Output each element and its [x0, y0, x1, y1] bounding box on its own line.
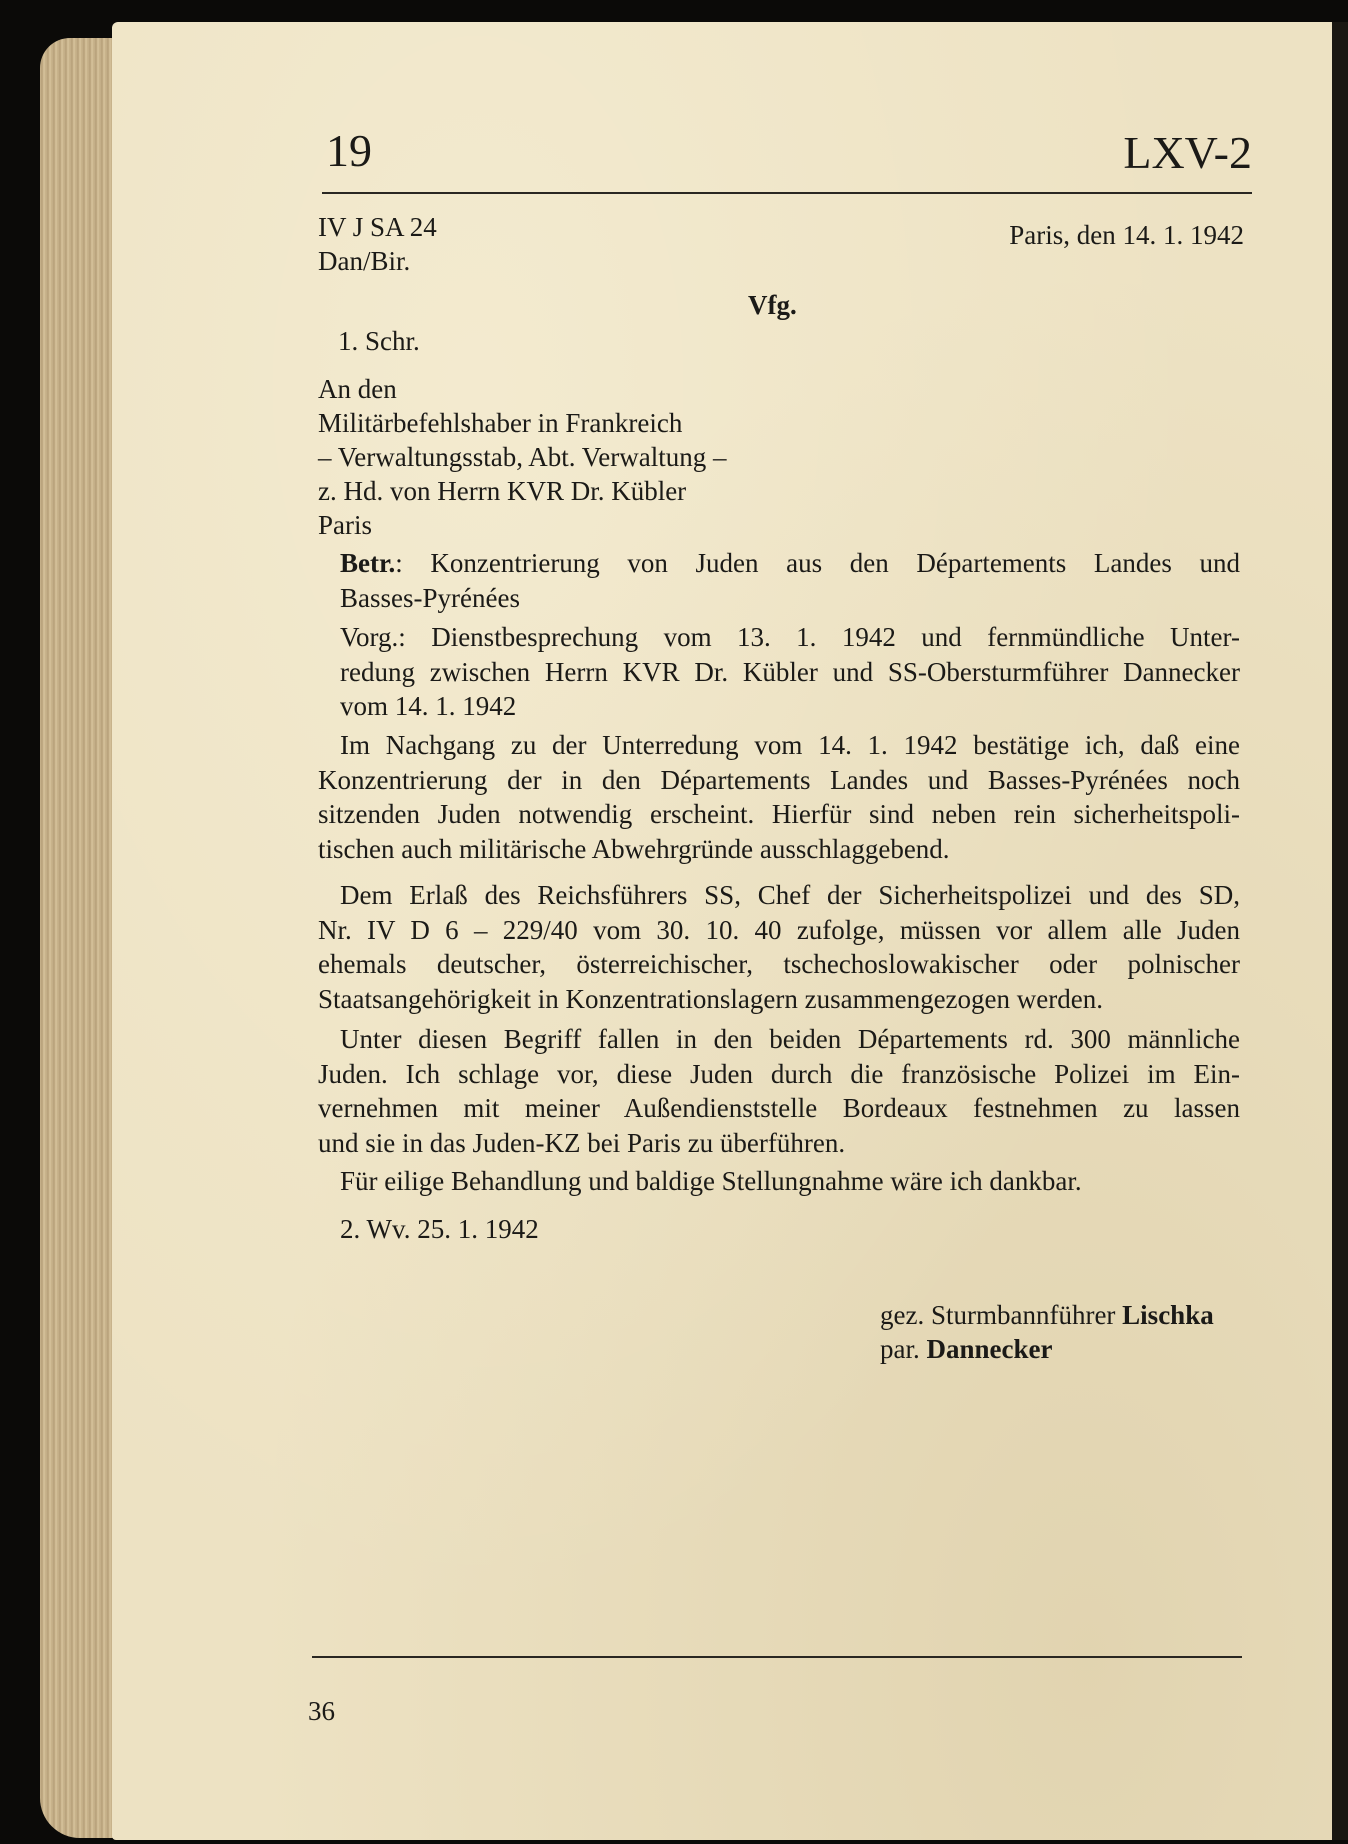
paragraph-line: ehemals deutscher, österreichischer, tschechoslowakischer oder polnischer [318, 949, 1240, 979]
paragraph-line: Juden. Ich schlage vor, diese Juden durch die französische Polizei im Ein- [318, 1058, 1240, 1089]
paragraph-1 [318, 728, 1240, 866]
paragraph-line: tischen auch militärische Abwehrgründe ausschlaggebend. [318, 833, 950, 864]
scan-right-edge [1332, 22, 1348, 1840]
subject-label: Betr. [340, 548, 396, 578]
reference-line-1: IV J SA 24 [318, 212, 437, 242]
paragraph-line: Im Nachgang zu der Unterredung vom 14. 1. 1942 bestätige ich, daß eine [340, 730, 1240, 760]
address-block [318, 372, 726, 542]
signature-line-1: gez. Sturmbannführer Lischka [880, 1300, 1214, 1330]
address-line: Militärbefehlshaber in Frankreich [318, 408, 683, 438]
header-rule [322, 192, 1252, 194]
reference-line-2: Dan/Bir. [318, 246, 411, 276]
subject-line: Betr.: Konzentrierung von Juden aus den Départements Landes und [340, 548, 1240, 578]
paragraph-line: Unter diesen Begriff fallen in den beiden Départements rd. 300 männliche [340, 1024, 1240, 1054]
footer-rule [312, 1656, 1242, 1658]
paragraph-line: und sie in das Juden-KZ bei Paris zu überführen. [318, 1127, 846, 1158]
place-date: Paris, den 14. 1. 1942 [1009, 220, 1244, 250]
footer-page-number: 36 [308, 1696, 335, 1726]
item-2: 2. Wv. 25. 1. 1942 [340, 1214, 539, 1244]
header-document-code: LXV-2 [1123, 127, 1252, 178]
paragraph-3 [318, 1022, 1240, 1160]
paragraph-4: Für eilige Behandlung und baldige Stellungnahme wäre ich dankbar. [340, 1166, 1082, 1196]
item-1: 1. Schr. [338, 326, 420, 356]
address-line: Paris [318, 510, 372, 540]
reference-text-line: vom 14. 1. 1942 [340, 691, 517, 721]
paragraph-line: Nr. IV D 6 – 229/40 vom 30. 10. 40 zufolge, müssen vor allem alle Juden [318, 914, 1240, 945]
paragraph-line: vernehmen mit meiner Außendienststelle Bordeaux festnehmen zu lassen [318, 1093, 1240, 1123]
book-page [112, 22, 1332, 1840]
signature-line-2: par. Dannecker [880, 1334, 1053, 1364]
reference-block [340, 620, 1240, 724]
header-page-number: 19 [326, 125, 372, 176]
paragraph-line: Konzentrierung der in den Départements Landes und Basses-Pyrénées noch [318, 764, 1240, 795]
address-line: An den [318, 374, 397, 404]
address-line: – Verwaltungsstab, Abt. Verwaltung – [318, 442, 727, 472]
subject-line: Basses-Pyrénées [340, 582, 520, 613]
paragraph-line: Staatsangehörigkeit in Konzentrationslagern zusammengezogen werden. [318, 983, 1103, 1014]
reference-text-line: Vorg.: Dienstbesprechung vom 13. 1. 1942 und fernmündliche Unter- [340, 622, 1240, 652]
vfg-heading: Vfg. [748, 290, 797, 320]
paragraph-2 [318, 878, 1240, 1016]
signature-name-dannecker: Dannecker [926, 1334, 1053, 1364]
paragraph-line: Dem Erlaß des Reichsführers SS, Chef der Sicherheitspolizei und des SD, [340, 880, 1240, 910]
paragraph-line: sitzenden Juden notwendig erscheint. Hierfür sind neben rein sicherheitspoli- [318, 799, 1240, 829]
subject-block [340, 546, 1240, 615]
signature-name-lischka: Lischka [1122, 1300, 1214, 1330]
address-line: z. Hd. von Herrn KVR Dr. Kübler [318, 476, 687, 506]
reference-text-line: redung zwischen Herrn KVR Dr. Kübler und SS-Obersturmführer Dannecker [340, 656, 1240, 687]
